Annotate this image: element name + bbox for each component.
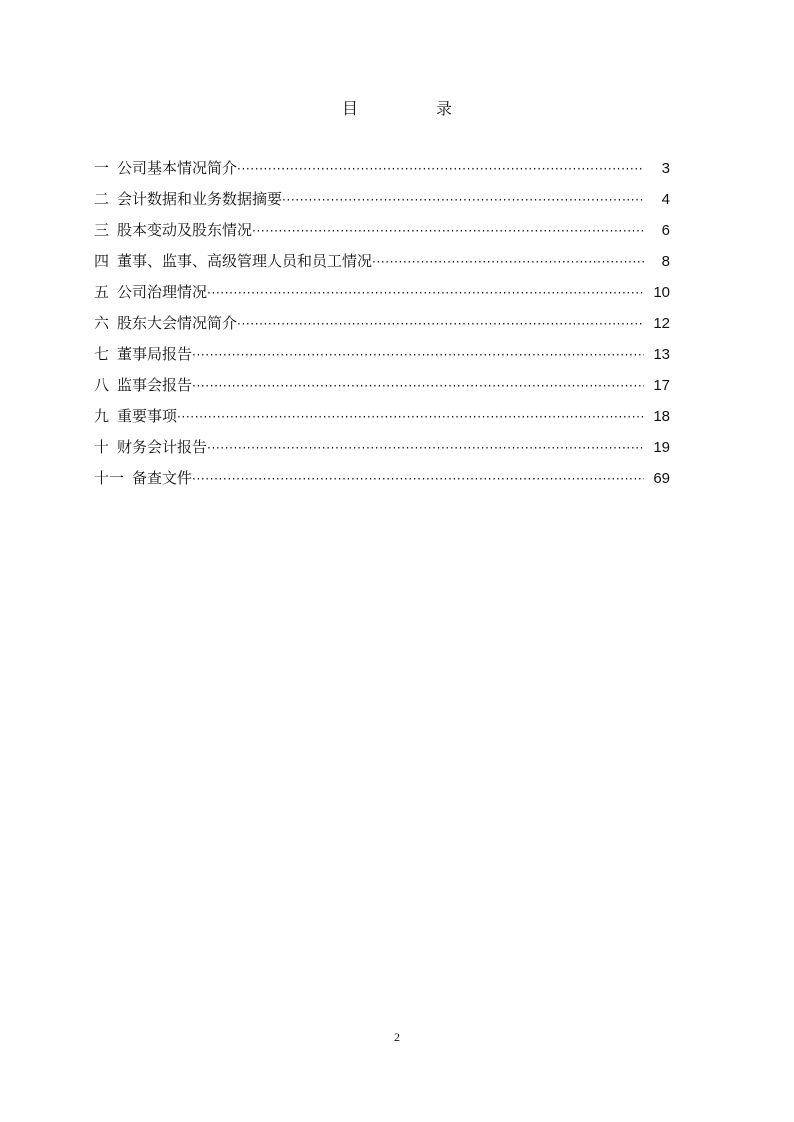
toc-entry-page: 17 (653, 377, 670, 394)
toc-leader-dots (192, 375, 644, 397)
toc-leader-dots (192, 468, 644, 490)
toc-title-char-2: 录 (436, 99, 453, 118)
toc-leader-dots (282, 189, 644, 211)
toc-entry-number: 六 (94, 314, 110, 332)
toc-entry-page: 19 (653, 439, 670, 456)
toc-entry-page: 8 (661, 253, 670, 270)
toc-leader-dots (372, 251, 644, 273)
toc-entry-page: 18 (653, 408, 670, 425)
toc-leader-dots (252, 220, 644, 242)
toc-list (94, 157, 670, 498)
toc-leader-dots (207, 437, 644, 459)
toc-entry-3[interactable] (94, 219, 670, 250)
toc-entry-number: 一 (94, 159, 110, 177)
toc-entry-number: 十一 (94, 469, 125, 487)
toc-leader-dots (177, 406, 644, 428)
toc-entry-10[interactable] (94, 436, 670, 467)
page-number: 2 (394, 1030, 400, 1044)
toc-entry-number: 三 (94, 221, 110, 239)
toc-entry-page: 6 (661, 222, 670, 239)
toc-entry-1[interactable] (94, 157, 670, 188)
toc-entry-number: 七 (94, 345, 110, 363)
toc-entry-page: 10 (653, 284, 670, 301)
toc-entry-8[interactable] (94, 374, 670, 405)
toc-entry-title: 备查文件 (132, 469, 193, 487)
toc-entry-title: 股东大会情况简介 (117, 314, 238, 332)
toc-entry-title: 重要事项 (117, 407, 178, 425)
toc-entry-title: 董事局报告 (117, 345, 193, 363)
toc-entry-page: 13 (653, 346, 670, 363)
toc-entry-6[interactable] (94, 312, 670, 343)
toc-entry-number: 九 (94, 407, 110, 425)
toc-entry-number: 十 (94, 438, 110, 456)
toc-entry-4[interactable] (94, 250, 670, 281)
toc-leader-dots (192, 344, 644, 366)
toc-title-char-1: 目 (342, 99, 359, 118)
toc-entry-number: 五 (94, 283, 110, 301)
toc-entry-page: 69 (653, 470, 670, 487)
toc-entry-title: 股本变动及股东情况 (117, 221, 253, 239)
toc-entry-9[interactable] (94, 405, 670, 436)
toc-entry-title: 公司治理情况 (117, 283, 208, 301)
toc-entry-page: 3 (661, 160, 670, 177)
toc-entry-7[interactable] (94, 343, 670, 374)
toc-leader-dots (237, 158, 644, 180)
toc-entry-number: 二 (94, 190, 110, 208)
toc-entry-number: 四 (94, 252, 110, 270)
toc-entry-title: 董事、监事、高级管理人员和员工情况 (117, 252, 373, 270)
toc-leader-dots (237, 313, 644, 335)
toc-entry-page: 12 (653, 315, 670, 332)
toc-entry-title: 会计数据和业务数据摘要 (117, 190, 283, 208)
toc-entry-title: 公司基本情况简介 (117, 159, 238, 177)
toc-entry-5[interactable] (94, 281, 670, 312)
toc-entry-title: 财务会计报告 (117, 438, 208, 456)
toc-entry-number: 八 (94, 376, 110, 394)
toc-entry-2[interactable] (94, 188, 670, 219)
toc-leader-dots (207, 282, 644, 304)
toc-entry-11[interactable] (94, 467, 670, 498)
toc-entry-title: 监事会报告 (117, 376, 193, 394)
toc-entry-page: 4 (661, 191, 670, 208)
